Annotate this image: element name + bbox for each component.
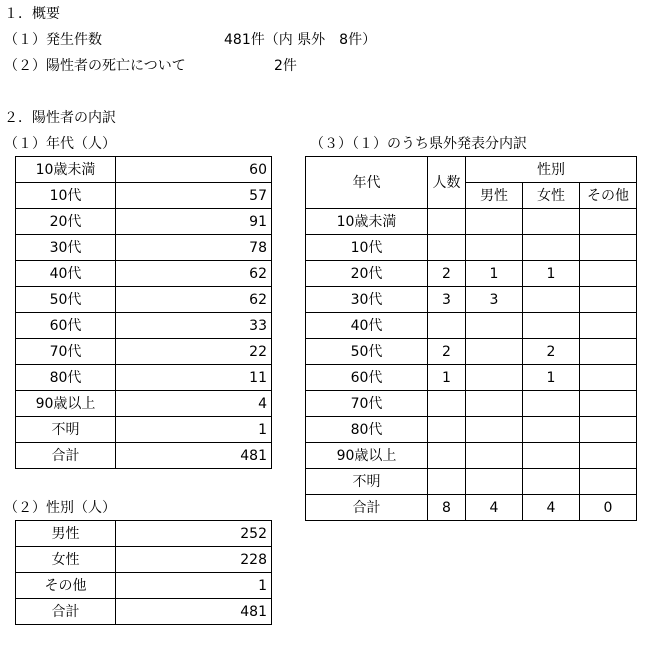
outside-age-cell: 80代 — [306, 417, 428, 443]
sex-value-cell: 1 — [116, 573, 272, 599]
table-row — [16, 547, 272, 573]
outside-female-cell — [523, 235, 580, 261]
outside-age-cell: 90歳以上 — [306, 443, 428, 469]
age-label-cell: 合計 — [16, 443, 116, 469]
sex-label-cell: 女性 — [16, 547, 116, 573]
outside-age-cell: 20代 — [306, 261, 428, 287]
table-row — [306, 443, 637, 469]
table-row — [306, 417, 637, 443]
count-value: 481件（内 県外 8件） — [224, 32, 377, 48]
age-label-cell: 80代 — [16, 365, 116, 391]
outside-count-cell — [428, 313, 466, 339]
outside-age-cell: 10代 — [306, 235, 428, 261]
outside-table-title: （３）（１）のうち県外発表分内訳 — [310, 136, 527, 152]
header-sex: 性別 — [466, 157, 637, 183]
header-other: その他 — [580, 183, 637, 209]
outside-count-cell — [428, 443, 466, 469]
age-value-cell: 62 — [116, 261, 272, 287]
outside-other-cell — [580, 339, 637, 365]
outside-count-cell: 2 — [428, 339, 466, 365]
outside-other-cell — [580, 443, 637, 469]
age-value-cell: 33 — [116, 313, 272, 339]
sex-value-cell: 228 — [116, 547, 272, 573]
header-male: 男性 — [466, 183, 523, 209]
sex-table-title: （２）性別（人） — [4, 500, 116, 516]
outside-other-cell — [580, 469, 637, 495]
table-row — [306, 287, 637, 313]
table-row — [306, 209, 637, 235]
age-value-cell: 57 — [116, 183, 272, 209]
table-row — [16, 521, 272, 547]
table-row — [306, 495, 637, 521]
age-value-cell: 22 — [116, 339, 272, 365]
table-row — [306, 261, 637, 287]
outside-female-cell — [523, 287, 580, 313]
outside-female-cell: 2 — [523, 339, 580, 365]
outside-male-cell — [466, 469, 523, 495]
age-table — [15, 156, 272, 469]
overview-death-row — [4, 56, 297, 76]
outside-female-cell — [523, 391, 580, 417]
sex-label-cell: その他 — [16, 573, 116, 599]
age-value-cell: 91 — [116, 209, 272, 235]
outside-male-cell — [466, 417, 523, 443]
table-row — [16, 183, 272, 209]
outside-male-cell — [466, 365, 523, 391]
table-row — [306, 365, 637, 391]
age-value-cell: 78 — [116, 235, 272, 261]
outside-count-cell: 3 — [428, 287, 466, 313]
table-row — [16, 417, 272, 443]
age-label-cell: 10代 — [16, 183, 116, 209]
table-row — [16, 261, 272, 287]
outside-female-cell: 4 — [523, 495, 580, 521]
outside-other-cell — [580, 261, 637, 287]
header-female: 女性 — [523, 183, 580, 209]
table-row — [306, 391, 637, 417]
outside-count-cell: 2 — [428, 261, 466, 287]
outside-female-cell — [523, 417, 580, 443]
sex-value-cell: 481 — [116, 599, 272, 625]
outside-age-cell: 10歳未満 — [306, 209, 428, 235]
outside-male-cell — [466, 443, 523, 469]
table-row — [306, 339, 637, 365]
outside-count-cell — [428, 209, 466, 235]
sex-label-cell: 合計 — [16, 599, 116, 625]
table-row — [16, 391, 272, 417]
age-value-cell: 62 — [116, 287, 272, 313]
outside-other-cell: 0 — [580, 495, 637, 521]
overview-count-row — [4, 30, 377, 50]
outside-other-cell — [580, 235, 637, 261]
age-label-cell: 90歳以上 — [16, 391, 116, 417]
breakdown-heading: ２．陽性者の内訳 — [4, 110, 116, 126]
age-value-cell: 481 — [116, 443, 272, 469]
age-label-cell: 10歳未満 — [16, 157, 116, 183]
age-label-cell: 不明 — [16, 417, 116, 443]
outside-male-cell: 4 — [466, 495, 523, 521]
table-row — [16, 287, 272, 313]
outside-female-cell — [523, 313, 580, 339]
outside-age-cell: 50代 — [306, 339, 428, 365]
table-row — [306, 313, 637, 339]
age-value-cell: 4 — [116, 391, 272, 417]
table-row — [306, 469, 637, 495]
outside-male-cell — [466, 313, 523, 339]
outside-other-cell — [580, 287, 637, 313]
age-value-cell: 11 — [116, 365, 272, 391]
outside-count-cell — [428, 391, 466, 417]
age-label-cell: 20代 — [16, 209, 116, 235]
death-label: （２）陽性者の死亡について — [4, 58, 186, 74]
outside-male-cell: 1 — [466, 261, 523, 287]
header-count: 人数 — [428, 157, 466, 209]
outside-female-cell: 1 — [523, 365, 580, 391]
table-row — [16, 443, 272, 469]
outside-male-cell — [466, 209, 523, 235]
outside-other-cell — [580, 365, 637, 391]
outside-other-cell — [580, 391, 637, 417]
age-table-title: （１）年代（人） — [4, 136, 116, 152]
overview-heading: １．概要 — [4, 6, 60, 22]
age-value-cell: 1 — [116, 417, 272, 443]
outside-female-cell: 1 — [523, 261, 580, 287]
table-row — [16, 573, 272, 599]
age-label-cell: 60代 — [16, 313, 116, 339]
outside-female-cell — [523, 443, 580, 469]
death-value: 2件 — [274, 58, 297, 74]
outside-male-cell — [466, 391, 523, 417]
outside-female-cell — [523, 209, 580, 235]
outside-table — [305, 156, 637, 521]
age-label-cell: 70代 — [16, 339, 116, 365]
outside-age-cell: 70代 — [306, 391, 428, 417]
table-row — [16, 339, 272, 365]
outside-other-cell — [580, 209, 637, 235]
table-row — [16, 157, 272, 183]
count-label: （１）発生件数 — [4, 32, 102, 48]
age-label-cell: 40代 — [16, 261, 116, 287]
outside-count-cell: 1 — [428, 365, 466, 391]
outside-count-cell — [428, 235, 466, 261]
sex-label-cell: 男性 — [16, 521, 116, 547]
table-row — [16, 209, 272, 235]
table-row — [306, 235, 637, 261]
header-age: 年代 — [306, 157, 428, 209]
age-label-cell: 50代 — [16, 287, 116, 313]
sex-value-cell: 252 — [116, 521, 272, 547]
outside-header-row — [306, 157, 637, 183]
outside-male-cell — [466, 339, 523, 365]
outside-age-cell: 60代 — [306, 365, 428, 391]
table-row — [16, 365, 272, 391]
outside-male-cell — [466, 235, 523, 261]
outside-female-cell — [523, 469, 580, 495]
sex-table — [15, 520, 272, 625]
outside-count-cell: 8 — [428, 495, 466, 521]
outside-count-cell — [428, 469, 466, 495]
table-row — [16, 599, 272, 625]
age-label-cell: 30代 — [16, 235, 116, 261]
outside-other-cell — [580, 417, 637, 443]
age-value-cell: 60 — [116, 157, 272, 183]
outside-age-cell: 30代 — [306, 287, 428, 313]
outside-other-cell — [580, 313, 637, 339]
table-row — [16, 235, 272, 261]
outside-male-cell: 3 — [466, 287, 523, 313]
outside-age-cell: 合計 — [306, 495, 428, 521]
outside-count-cell — [428, 417, 466, 443]
table-row — [16, 313, 272, 339]
outside-age-cell: 40代 — [306, 313, 428, 339]
outside-age-cell: 不明 — [306, 469, 428, 495]
